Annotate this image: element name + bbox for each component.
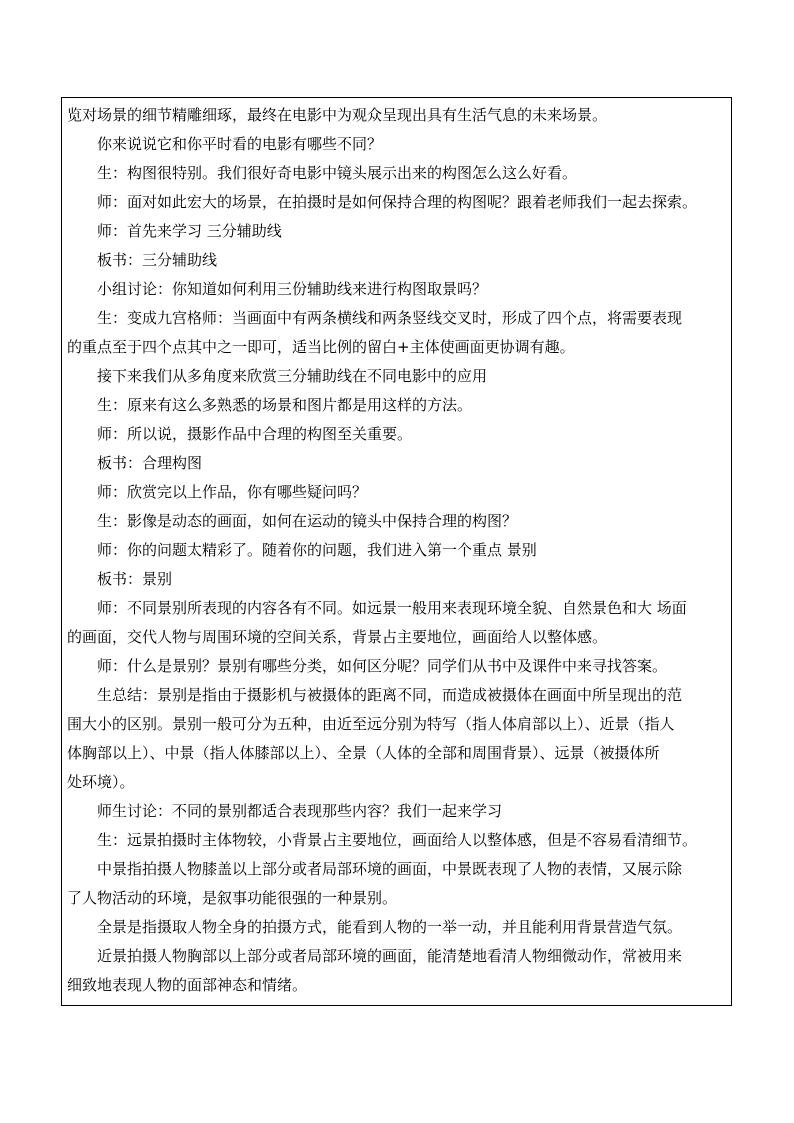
paragraph-13: [67, 478, 726, 507]
text-line: 板书：合理构图: [97, 454, 203, 472]
paragraph-22: [67, 855, 726, 913]
text-line: 的画面，交代人物与周围环境的空间关系，背景占主要地位，画面给人以整体感。: [67, 628, 608, 646]
text-line: 围大小的区别。景别一般可分为五种，由近至远分别为特写（指人体肩部以上）、近景（指人: [67, 715, 675, 733]
text-line: 体胸部以上）、中景（指人体膝部以上）、全景（人体的全部和周围背景）、远景（被摄体所: [67, 744, 660, 762]
paragraph-23: [67, 913, 726, 942]
text-line: 全景是指摄取人物全身的拍摄方式，能看到人物的一举一动，并且能利用背景营造气氛。: [97, 918, 683, 936]
text-line: 生：影像是动态的画面，如何在运动的镜头中保持合理的构图？: [97, 512, 518, 530]
paragraph-3: [67, 159, 726, 188]
text-line: 中景指拍摄人物膝盖以上部分或者局部环境的画面，中景既表现了人物的表情，又展示除: [97, 860, 683, 878]
text-line: 了人物活动的环境，是叙事功能很强的一种景别。: [67, 889, 398, 907]
text-line: 师生讨论：不同的景别都适合表现那些内容？我们一起来学习: [97, 802, 503, 820]
text-line: 生：构图很特别。我们很好奇电影中镜头展示出来的构图怎么这么好看。: [97, 164, 578, 182]
text-line: 接下来我们从多角度来欣赏三分辅助线在不同电影中的应用: [97, 367, 488, 385]
text-line: 师：不同景别所表现的内容各有不同。如远景一般用来表现环境全貌、自然景色和大 场面: [97, 599, 687, 617]
paragraph-7: [67, 275, 726, 304]
text-line: 览对场景的细节精雕细琢，最终在电影中为观众呈现出具有生活气息的未来场景。: [67, 106, 608, 124]
text-line: 生：原来有这么多熟悉的场景和图片都是用这样的方法。: [97, 396, 473, 414]
text-line: 师：面对如此宏大的场景，在拍摄时是如何保持合理的构图呢？跟着老师我们一起去探索。: [97, 193, 698, 211]
paragraph-14: [67, 507, 726, 536]
paragraph-8: [67, 304, 726, 362]
paragraph-17: [67, 594, 726, 652]
paragraph-19: [67, 681, 726, 797]
paragraph-9: [67, 362, 726, 391]
text-line: 师：欣赏完以上作品，你有哪些疑问吗？: [97, 483, 368, 501]
text-line: 生总结：景别是指由于摄影机与被摄体的距离不同，而造成被摄体在画面中所呈现出的范: [97, 686, 683, 704]
text-line: 处环境）。: [67, 773, 135, 791]
text-line: 师：你的问题太精彩了。随着你的问题，我们进入第一个重点 景别: [97, 541, 537, 559]
text-line: 小组讨论：你知道如何利用三份辅助线来进行构图取景吗？: [97, 280, 488, 298]
text-line: 师：首先来学习 三分辅助线: [97, 222, 282, 240]
text-line: 师：什么是景别？景别有哪些分类，如何区分呢？同学们从书中及课件中来寻找答案。: [97, 657, 668, 675]
paragraph-12: [67, 449, 726, 478]
paragraph-18: [67, 652, 726, 681]
paragraph-6: [67, 246, 726, 275]
paragraph-10: [67, 391, 726, 420]
text-line: 生：远景拍摄时主体物较，小背景占主要地位，画面给人以整体感，但是不容易看清细节。: [97, 831, 698, 849]
text-line: 生：变成九宫格师：当画面中有两条横线和两条竖线交叉时，形成了四个点，将需要表现: [97, 309, 683, 327]
paragraph-5: [67, 217, 726, 246]
text-line: 板书：三分辅助线: [97, 251, 218, 269]
paragraph-20: [67, 797, 726, 826]
text-line: 细致地表现人物的面部神态和情绪。: [67, 976, 308, 994]
paragraph-15: [67, 536, 726, 565]
paragraph-16: [67, 565, 726, 594]
paragraph-24: [67, 942, 726, 1000]
text-line: 你来说说它和你平时看的电影有哪些不同？: [97, 135, 383, 153]
content-table-cell: [61, 97, 732, 1006]
text-line: 的重点至于四个点其中之一即可，适当比例的留白+主体使画面更协调有趣。: [67, 338, 575, 356]
paragraph-21: [67, 826, 726, 855]
paragraph-4: [67, 188, 726, 217]
paragraph-11: [67, 420, 726, 449]
text-line: 板书：景别: [97, 570, 173, 588]
paragraph-2: [67, 130, 726, 159]
text-line: 近景拍摄人物胸部以上部分或者局部环境的画面，能清楚地看清人物细微动作，常被用来: [97, 947, 683, 965]
text-line: 师：所以说，摄影作品中合理的构图至关重要。: [97, 425, 413, 443]
paragraph-1: [67, 101, 726, 130]
